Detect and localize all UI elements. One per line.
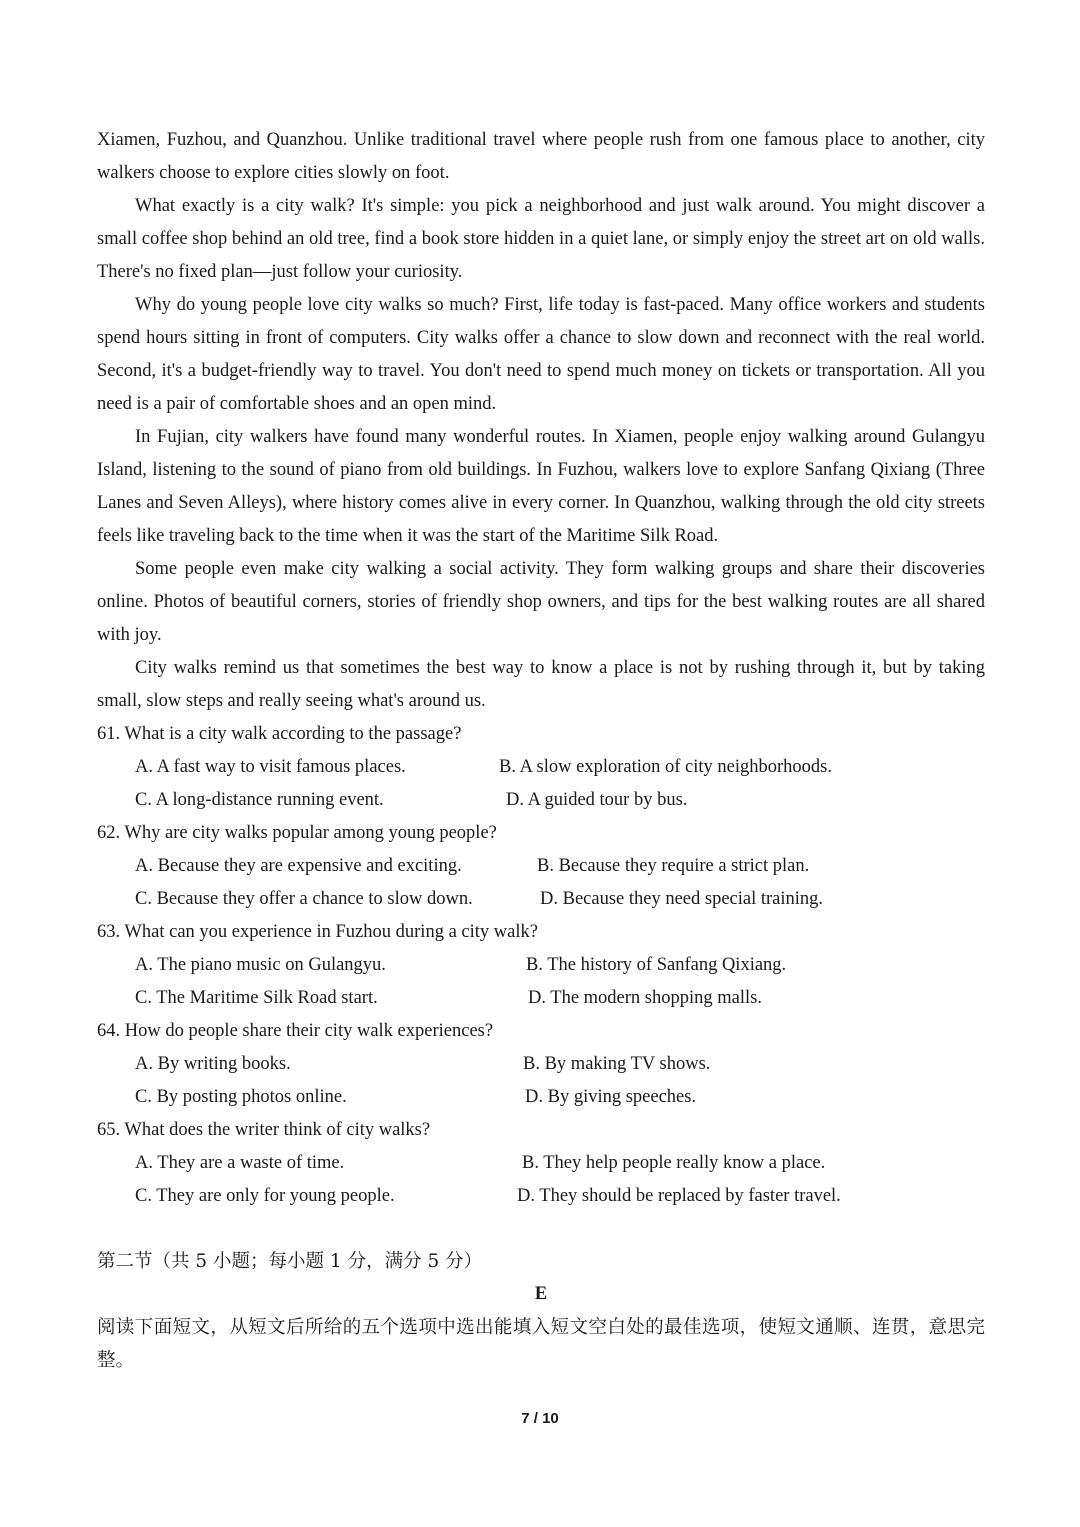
passage-paragraph: City walks remind us that sometimes the best way to know a place is not by rushing through it, but by taking small, slow steps and really seeing what's around us. <box>97 658 985 711</box>
option-a: A. A fast way to visit famous places. <box>135 757 406 777</box>
option-c: C. By posting photos online. <box>135 1087 347 1107</box>
question-64 <box>97 1015 985 1114</box>
instructions: 阅读下面短文，从短文后所给的五个选项中选出能填入短文空白处的最佳选项，使短文通顺、连贯，意思完整。 <box>97 1317 985 1371</box>
option-a: A. They are a waste of time. <box>135 1153 345 1173</box>
option-d: D. A guided tour by bus. <box>506 790 688 810</box>
option-b: B. By making TV shows. <box>523 1054 711 1074</box>
options-row <box>97 1048 985 1081</box>
question-stem: 62. Why are city walks popular among young people? <box>97 823 497 843</box>
page-number: 7 / 10 <box>521 1410 559 1427</box>
question-65 <box>97 1114 985 1213</box>
options-row <box>97 982 985 1015</box>
question-63 <box>97 916 985 1015</box>
options-row <box>97 784 985 817</box>
option-d: D. By giving speeches. <box>525 1087 697 1107</box>
passage-paragraph: In Fujian, city walkers have found many wonderful routes. In Xiamen, people enjoy walking around Gulangyu Island, listening to the sound of piano from old buildings. In Fuzhou, walkers love to explore Sanfang Qixiang (Three Lanes and Seven Alleys), where history comes alive in every corner. In Quanzhou, walking through the old city streets feels like traveling back to the time when it was the start of the Maritime Silk Road. <box>97 427 985 546</box>
question-61 <box>97 718 985 817</box>
question-stem: 63. What can you experience in Fuzhou during a city walk? <box>97 922 538 942</box>
part-label: E <box>534 1284 548 1304</box>
option-c: C. A long-distance running event. <box>135 790 384 810</box>
passage-paragraph: What exactly is a city walk? It's simple: you pick a neighborhood and just walk around. You might discover a small coffee shop behind an old tree, find a book store hidden in a quiet lane, or simply enjoy the street art on old walls. There's no fixed plan—just follow your curiosity. <box>97 196 985 282</box>
option-c: C. Because they offer a chance to slow down. <box>135 889 473 909</box>
question-stem: 64. How do people share their city walk experiences? <box>97 1021 494 1041</box>
options-row <box>97 1081 985 1114</box>
option-b: B. The history of Sanfang Qixiang. <box>526 955 787 975</box>
option-c: C. They are only for young people. <box>135 1186 395 1206</box>
options-row <box>97 883 985 916</box>
exam-page <box>97 124 985 1377</box>
options-row <box>97 751 985 784</box>
option-a: A. The piano music on Gulangyu. <box>135 955 386 975</box>
option-d: D. The modern shopping malls. <box>528 988 762 1008</box>
passage-paragraph: Xiamen, Fuzhou, and Quanzhou. Unlike traditional travel where people rush from one famous place to another, city walkers choose to explore cities slowly on foot. <box>97 130 985 183</box>
section-heading: 第二节（共 5 小题；每小题 1 分，满分 5 分） <box>97 1251 483 1272</box>
option-a: A. Because they are expensive and exciting. <box>135 856 462 876</box>
option-d: D. Because they need special training. <box>540 889 824 909</box>
options-row <box>97 1147 985 1180</box>
option-a: A. By writing books. <box>135 1054 291 1074</box>
options-row <box>97 850 985 883</box>
options-row <box>97 949 985 982</box>
option-b: B. Because they require a strict plan. <box>537 856 810 876</box>
passage-paragraph: Some people even make city walking a social activity. They form walking groups and share their discoveries online. Photos of beautiful corners, stories of friendly shop owners, and tips for the best walking routes are all shared with joy. <box>97 559 985 645</box>
question-stem: 61. What is a city walk according to the passage? <box>97 724 462 744</box>
question-62 <box>97 817 985 916</box>
option-b: B. They help people really know a place. <box>522 1153 826 1173</box>
option-c: C. The Maritime Silk Road start. <box>135 988 378 1008</box>
option-d: D. They should be replaced by faster travel. <box>517 1186 841 1206</box>
options-row <box>97 1180 985 1213</box>
option-b: B. A slow exploration of city neighborhoods. <box>499 757 832 777</box>
question-stem: 65. What does the writer think of city walks? <box>97 1120 431 1140</box>
passage-paragraph: Why do young people love city walks so much? First, life today is fast-paced. Many office workers and students spend hours sitting in front of computers. City walks offer a chance to slow down and reconnect with the real world. Second, it's a budget-friendly way to travel. You don't need to spend much money on tickets or transportation. All you need is a pair of comfortable shoes and an open mind. <box>97 295 985 414</box>
